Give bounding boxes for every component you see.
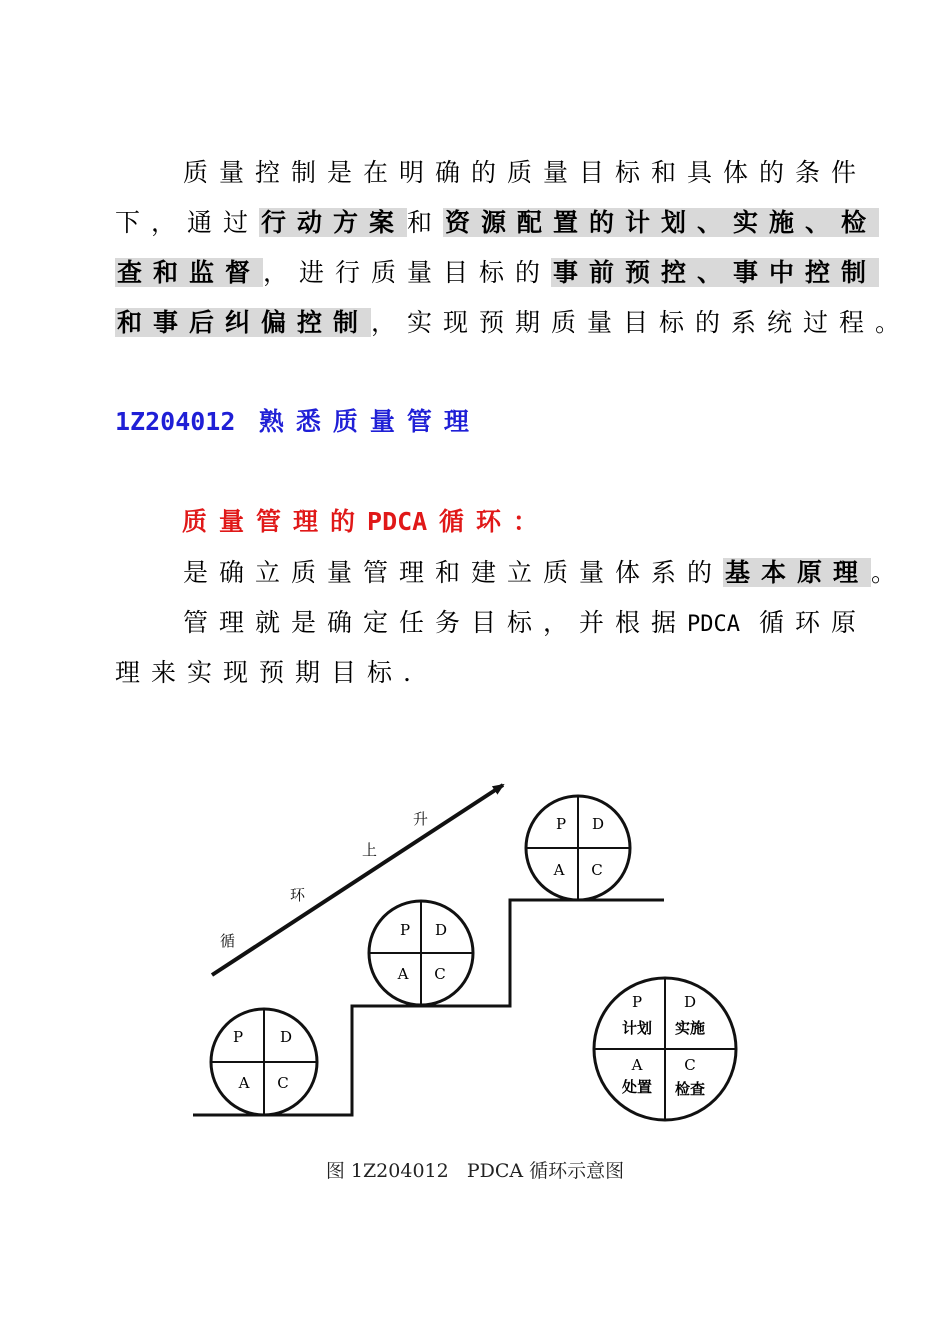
pdca-line3 — [115, 648, 835, 698]
para1-text-4b: ，实现预期质量目标的系统过程。 — [371, 308, 912, 337]
circle3-d: D — [591, 815, 605, 833]
section-title: 熟悉质量管理 — [258, 407, 481, 436]
highlight-check-supervise: 查和监督 — [117, 258, 262, 287]
circle2-c: C — [434, 965, 446, 983]
legend-c-letter: C — [684, 1056, 696, 1074]
circle3-p: P — [555, 815, 567, 833]
circle2-a: A — [397, 965, 409, 983]
circle2-d: D — [434, 921, 448, 939]
pdca-text-1a: 是确立质量管理和建立质量体系的 — [183, 558, 724, 587]
circle1-p: P — [232, 1028, 244, 1046]
legend-d-letter: D — [683, 993, 697, 1011]
pdca-circle-mid — [369, 901, 473, 1005]
legend-p-letter: P — [631, 993, 643, 1011]
para1-line3 — [115, 248, 878, 298]
pdca-line2 — [115, 598, 867, 648]
circle1-a: A — [238, 1074, 250, 1092]
legend-d-label: 实施 — [674, 1019, 706, 1037]
pdca-circle-high — [526, 796, 630, 900]
para1-line2 — [115, 198, 878, 248]
circle3-c: C — [591, 861, 603, 879]
para1-line1 — [115, 148, 868, 198]
pdca-text-2a: 管理就是确定任务目标，并根据 — [183, 608, 688, 637]
legend-c-label: 检查 — [674, 1080, 706, 1098]
para1-line4 — [115, 298, 912, 348]
pdca-line1 — [115, 548, 908, 598]
para1-text-3b: ，进行质量目标的 — [263, 258, 552, 287]
legend-p-label: 计划 — [621, 1019, 653, 1037]
pdca-text-3: 理来实现预期目标. — [115, 658, 422, 687]
arrow-label-4: 升 — [413, 810, 429, 828]
pdca-heading-code: PDCA — [367, 507, 428, 536]
pdca-heading-a: 质量管理的 — [182, 507, 368, 536]
circle2-p: P — [399, 921, 411, 939]
para1-text-1: 质量控制是在明确的质量目标和具体的条件 — [183, 158, 868, 187]
pdca-legend-circle — [594, 978, 736, 1120]
pdca-text-2b: PDCA — [687, 612, 740, 637]
legend-a-letter: A — [631, 1056, 643, 1074]
pdca-text-2c: 循环原 — [758, 608, 867, 637]
circle1-c: C — [277, 1074, 289, 1092]
circle3-a: A — [553, 861, 565, 879]
figure-caption: 图 1Z204012 PDCA 循环示意图 — [325, 1160, 625, 1182]
legend-a-label: 处置 — [621, 1078, 653, 1096]
para1-text-2c: 和 — [407, 208, 444, 237]
para1-text-2a: 下，通过 — [115, 208, 260, 237]
highlight-basic-principle: 基本原理 — [725, 558, 870, 587]
pdca-heading-b: 循环： — [438, 507, 550, 536]
highlight-post-correction: 和事后纠偏控制 — [117, 308, 370, 337]
highlight-resource-config: 资源配置的计划、实施、检 — [445, 208, 878, 237]
pdca-diagram — [0, 770, 950, 1210]
section-code: 1Z204012 — [115, 407, 236, 436]
highlight-pre-control: 事前预控、事中控制 — [553, 258, 878, 287]
arrow-label-2: 环 — [290, 886, 306, 904]
section-heading — [115, 400, 481, 444]
arrow-label-1: 循 — [220, 932, 236, 950]
highlight-action-plan: 行动方案 — [261, 208, 406, 237]
pdca-circle-low — [211, 1009, 317, 1115]
circle1-d: D — [279, 1028, 293, 1046]
pdca-text-1c: 。 — [871, 558, 908, 587]
pdca-heading — [182, 500, 550, 544]
arrow-label-3: 上 — [362, 841, 378, 859]
